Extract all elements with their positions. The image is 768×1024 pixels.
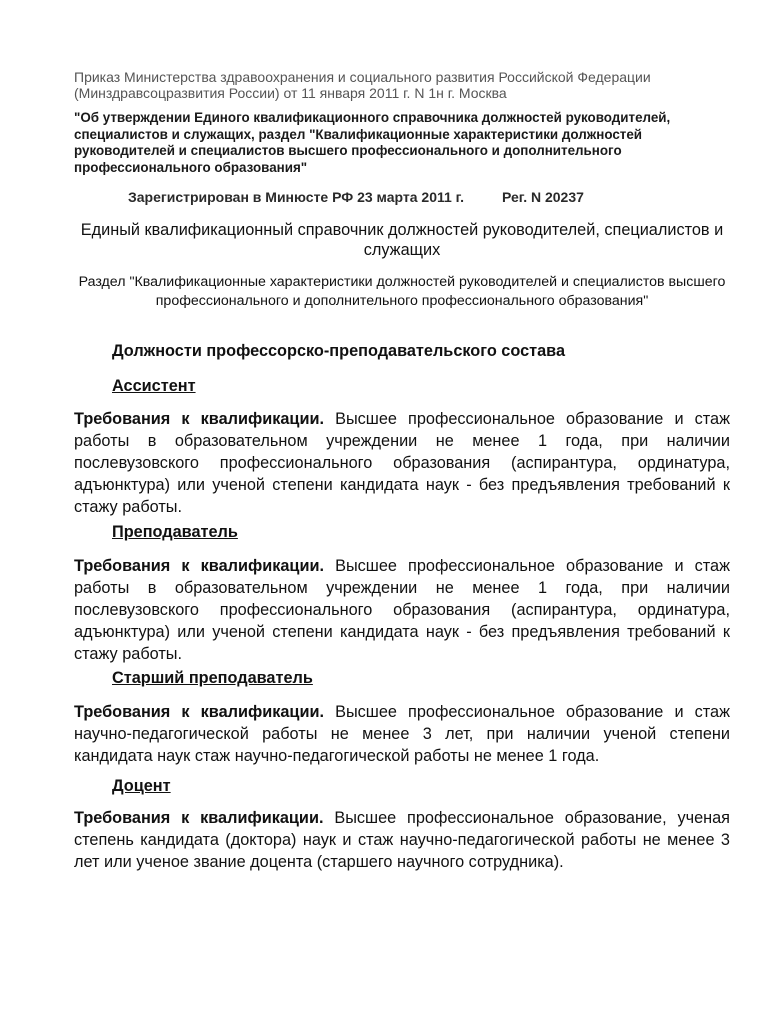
registration-text: Зарегистрирован в Минюсте РФ 23 марта 2011 г. bbox=[128, 189, 464, 205]
position-title-senior-lecturer: Старший преподаватель bbox=[112, 669, 313, 687]
position-requirements-docent bbox=[74, 807, 730, 873]
position-title-docent: Доцент bbox=[112, 777, 171, 795]
staff-heading: Должности профессорско-преподавательского состава bbox=[112, 342, 566, 360]
requirements-label: Требования к квалификации. bbox=[74, 809, 324, 827]
requirements-text: Высшее профессиональное образование и стаж научно-педагогической работы не менее 3 лет, при наличии ученой степени кандидата наук стаж научно-педагогической работы не менее 1 года. bbox=[74, 703, 730, 765]
requirements-text: Высшее профессиональное образование, ученая степень кандидата (доктора) наук и стаж научно-педагогической работы не менее 3 лет или ученое звание доцента (старшего научного сотрудника). bbox=[74, 809, 731, 871]
position-title-assistant: Ассистент bbox=[112, 377, 196, 395]
main-title: Единый квалификационный справочник должностей руководителей, специалистов и служащих bbox=[80, 221, 724, 259]
registration-line bbox=[128, 189, 584, 206]
order-line-2: (Минздравсоцразвития России) от 11 января 2011 г. N 1н г. Москва bbox=[74, 85, 507, 101]
position-title-lecturer: Преподаватель bbox=[112, 523, 238, 541]
requirements-label: Требования к квалификации. bbox=[74, 703, 324, 721]
requirements-text: Высшее профессиональное образование и стаж работы в образовательном учреждении не менее 1 года, при наличии послевузовского профессионального образования (аспирантура, ординатура, адъюнктура) или ученой степени кандидата наук - без предъявления требований к стажу работы. bbox=[74, 410, 730, 516]
position-requirements-assistant bbox=[74, 408, 730, 518]
section-title: Раздел "Квалификационные характеристики должностей руководителей и специалистов высшего профессионального и дополнительного профессионального образования" bbox=[78, 274, 726, 309]
order-line-1: Приказ Министерства здравоохранения и социального развития Российской Федерации bbox=[74, 69, 651, 85]
registration-number: Рег. N 20237 bbox=[502, 189, 584, 205]
requirements-label: Требования к квалификации. bbox=[74, 410, 324, 428]
requirements-label: Требования к квалификации. bbox=[74, 557, 324, 575]
decree-title: "Об утверждении Единого квалификационного справочника должностей руководителей, специалистов и служащих, раздел "Квалификационные характеристики должностей руководителей и специалистов высшего профессионального и дополнительного профессионального образования" bbox=[74, 110, 671, 175]
requirements-text: Высшее профессиональное образование и стаж работы в образовательном учреждении не менее 1 года, при наличии послевузовского профессионального образования (аспирантура, ординатура, адъюнктура) или ученой степени кандидата наук - без предъявления требований к стажу работы. bbox=[74, 557, 730, 663]
position-requirements-lecturer bbox=[74, 555, 730, 665]
position-requirements-senior-lecturer bbox=[74, 701, 730, 767]
